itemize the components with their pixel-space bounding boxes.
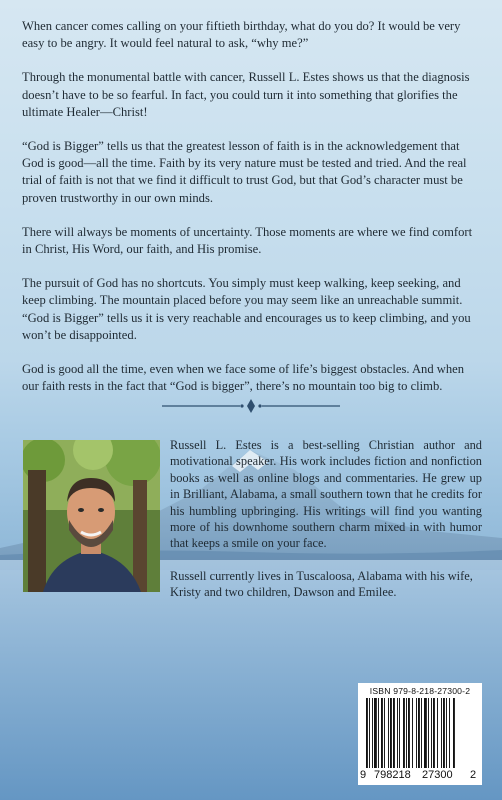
barcode-bar — [443, 698, 445, 768]
barcode-bar — [431, 698, 432, 768]
author-bio — [170, 437, 482, 617]
barcode-bar — [378, 698, 379, 768]
barcode-bar — [412, 698, 413, 768]
barcode-digits-group2: 27300 — [422, 769, 453, 781]
barcode-bar — [372, 698, 373, 768]
barcode-bar — [408, 698, 410, 768]
barcode-digits-group1: 798218 — [374, 769, 411, 781]
barcode-bar — [424, 698, 427, 768]
barcode-bar — [374, 698, 377, 768]
barcode-bar — [449, 698, 450, 768]
barcode-bar — [406, 698, 407, 768]
barcode-bar — [366, 698, 368, 768]
barcode-bar — [397, 698, 398, 768]
blurb-paragraph: Through the monumental battle with cancer, Russell L. Estes shows us that the diagnosis doesn’t have to be so fearful. In fact, you could turn it into something that glorifies the ultimate Healer—Christ! — [22, 70, 470, 119]
barcode-bar — [453, 698, 455, 768]
barcode-bar — [399, 698, 400, 768]
bio-paragraph: Russell L. Estes is a best-selling Christian author and motivational speaker. His work includes fiction and nonfiction books as well as online blogs and commentaries. He grew up in Brilliant, Alabama, a small southern town that he credits for his humbling upbringing. His writings will find you wanting more of his downhome southern charm mixed in with humor that keeps a smile on your face. — [170, 438, 482, 551]
barcode-bar — [428, 698, 429, 768]
ornament-divider-icon — [160, 398, 342, 414]
bio-paragraph: Russell currently lives in Tuscaloosa, Alabama with his wife, Kristy and two children, Dawson and Emilee. — [170, 568, 473, 600]
blurb-paragraph: There will always be moments of uncertainty. Those moments are where we find comfort in Christ, His Word, our faith, and His promise. — [22, 224, 473, 257]
barcode-bar — [437, 698, 438, 768]
barcode-bar — [446, 698, 447, 768]
barcode-digit-last: 2 — [470, 769, 477, 781]
barcode-bar — [390, 698, 392, 768]
barcode-bar — [369, 698, 370, 768]
blurb-paragraph: The pursuit of God has no shortcuts. You simply must keep walking, keep seeking, and keep climbing. The mountain placed before you may seem like an unreachable summit. “God is Bigger” tells us it is very reachable and encourages us to keep climbing, and you won’t be disappointed. — [22, 276, 471, 342]
barcode-bar — [403, 698, 405, 768]
barcode-bar — [416, 698, 417, 768]
barcode-bar — [388, 698, 389, 768]
isbn-label: ISBN 979-8-218-27300-2 — [369, 686, 471, 696]
barcode-digit-first: 9 — [360, 769, 367, 781]
barcode-bar — [433, 698, 435, 768]
barcode-bar — [418, 698, 420, 768]
barcode-bars-icon — [366, 698, 474, 768]
isbn-barcode — [358, 683, 482, 785]
blurb-paragraph: “God is Bigger” tells us that the greatest lesson of faith is in the acknowledgement that God is good—all the time. Faith by its very nature must be tested and tried. And the real trial of faith is not that we find it difficult to trust God, but that God’s character must be proven trustworthy in our own minds. — [22, 139, 467, 205]
blurb-paragraph: God is good all the time, even when we face some of life’s biggest obstacles. And when our faith rests in the fact that “God is bigger”, there’s no mountain too big to climb. — [22, 362, 465, 394]
barcode-bar — [441, 698, 442, 768]
author-portrait-icon — [23, 440, 160, 592]
blurb-paragraph: When cancer comes calling on your fiftieth birthday, what do you do? It would be very easy to be angry. It would feel natural to ask, “why me?” — [22, 19, 461, 51]
barcode-bar — [421, 698, 422, 768]
barcode-bar — [384, 698, 385, 768]
back-cover-blurb — [22, 18, 482, 412]
barcode-bar — [393, 698, 395, 768]
barcode-bar — [381, 698, 383, 768]
